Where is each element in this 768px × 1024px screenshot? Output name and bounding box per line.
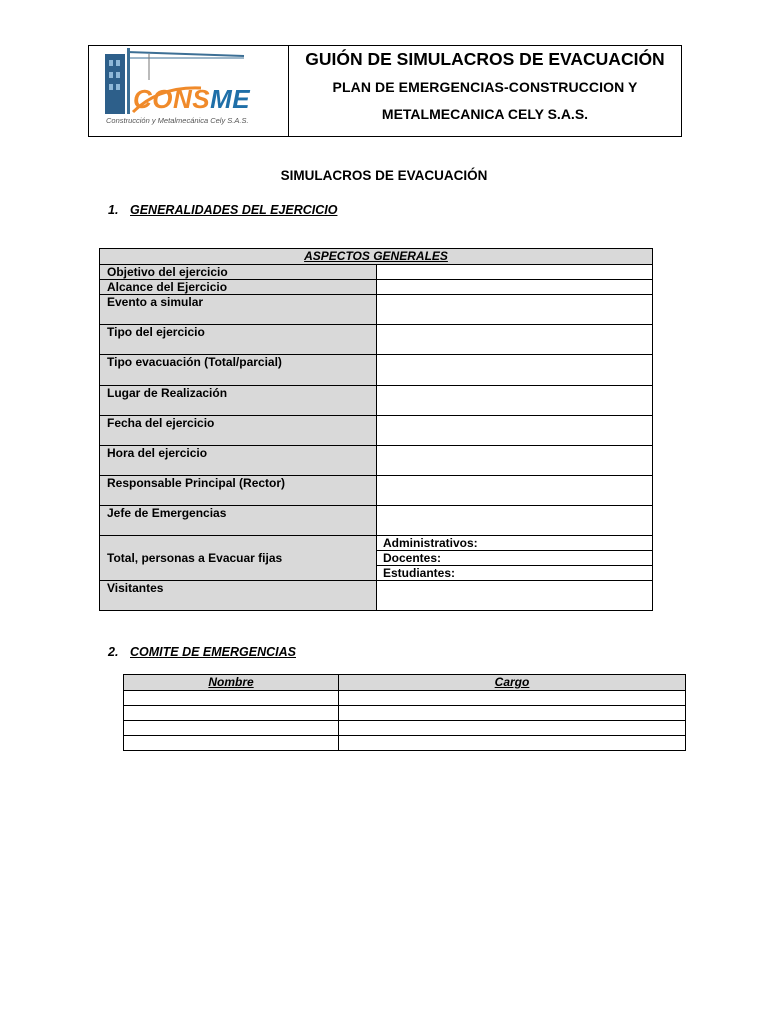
row-label: Lugar de Realización bbox=[100, 386, 377, 416]
row-value[interactable] bbox=[377, 355, 653, 386]
row-label: Objetivo del ejercicio bbox=[100, 265, 377, 280]
row-label: Jefe de Emergencias bbox=[100, 506, 377, 536]
row-value[interactable] bbox=[377, 265, 653, 280]
header-title: GUIÓN DE SIMULACROS DE EVACUACIÓN bbox=[305, 49, 665, 69]
row-value[interactable] bbox=[377, 476, 653, 506]
visitors-label: Visitantes bbox=[100, 581, 377, 611]
table-row bbox=[124, 691, 686, 706]
name-cell[interactable] bbox=[124, 736, 339, 751]
section-1-number: 1. bbox=[108, 203, 119, 217]
general-table-header: ASPECTOS GENERALES bbox=[100, 249, 653, 265]
name-cell[interactable] bbox=[124, 691, 339, 706]
row-label: Evento a simular bbox=[100, 295, 377, 325]
row-label: Responsable Principal (Rector) bbox=[100, 476, 377, 506]
role-cell[interactable] bbox=[339, 721, 686, 736]
general-aspects-table bbox=[99, 248, 653, 611]
row-label: Fecha del ejercicio bbox=[100, 416, 377, 446]
header-subtitle-1: PLAN DE EMERGENCIAS-CONSTRUCCION Y bbox=[332, 79, 638, 95]
header-titles bbox=[289, 46, 681, 136]
column-header-name: Nombre bbox=[124, 675, 339, 691]
company-logo bbox=[89, 46, 289, 136]
row-value[interactable] bbox=[377, 416, 653, 446]
row-label: Tipo del ejercicio bbox=[100, 325, 377, 355]
row-value[interactable] bbox=[377, 386, 653, 416]
document-title: SIMULACROS DE EVACUACIÓN bbox=[280, 168, 488, 183]
logo-brand-part-1: CONS bbox=[133, 84, 211, 114]
row-label: Alcance del Ejercicio bbox=[100, 280, 377, 295]
section-2-number: 2. bbox=[108, 645, 119, 659]
logo-brand-part-2: ME bbox=[210, 84, 251, 114]
committee-table bbox=[123, 674, 686, 751]
name-cell[interactable] bbox=[124, 721, 339, 736]
role-cell[interactable] bbox=[339, 691, 686, 706]
row-label: Hora del ejercicio bbox=[100, 446, 377, 476]
logo-tagline: Construcción y Metalmecánica Cely S.A.S. bbox=[106, 116, 249, 125]
logo-brand bbox=[133, 84, 250, 115]
header-subtitle-2: METALMECANICA CELY S.A.S. bbox=[381, 106, 589, 122]
document-header bbox=[88, 45, 682, 137]
administrativos-field[interactable]: Administrativos: bbox=[377, 536, 653, 551]
section-1-heading bbox=[108, 203, 337, 217]
role-cell[interactable] bbox=[339, 706, 686, 721]
estudiantes-field[interactable]: Estudiantes: bbox=[377, 566, 653, 581]
section-2-title: COMITE DE EMERGENCIAS bbox=[130, 645, 296, 659]
role-cell[interactable] bbox=[339, 736, 686, 751]
table-row bbox=[124, 721, 686, 736]
people-to-evacuate-label: Total, personas a Evacuar fijas bbox=[100, 536, 377, 581]
section-2-heading bbox=[108, 645, 296, 659]
row-value[interactable] bbox=[377, 446, 653, 476]
table-row bbox=[124, 736, 686, 751]
row-value[interactable] bbox=[377, 506, 653, 536]
row-value[interactable] bbox=[377, 295, 653, 325]
docentes-field[interactable]: Docentes: bbox=[377, 551, 653, 566]
column-header-role: Cargo bbox=[339, 675, 686, 691]
table-row bbox=[124, 706, 686, 721]
row-value[interactable] bbox=[377, 280, 653, 295]
section-1-title: GENERALIDADES DEL EJERCICIO bbox=[130, 203, 338, 217]
visitors-value[interactable] bbox=[377, 581, 653, 611]
name-cell[interactable] bbox=[124, 706, 339, 721]
row-value[interactable] bbox=[377, 325, 653, 355]
row-label: Tipo evacuación (Total/parcial) bbox=[100, 355, 377, 386]
